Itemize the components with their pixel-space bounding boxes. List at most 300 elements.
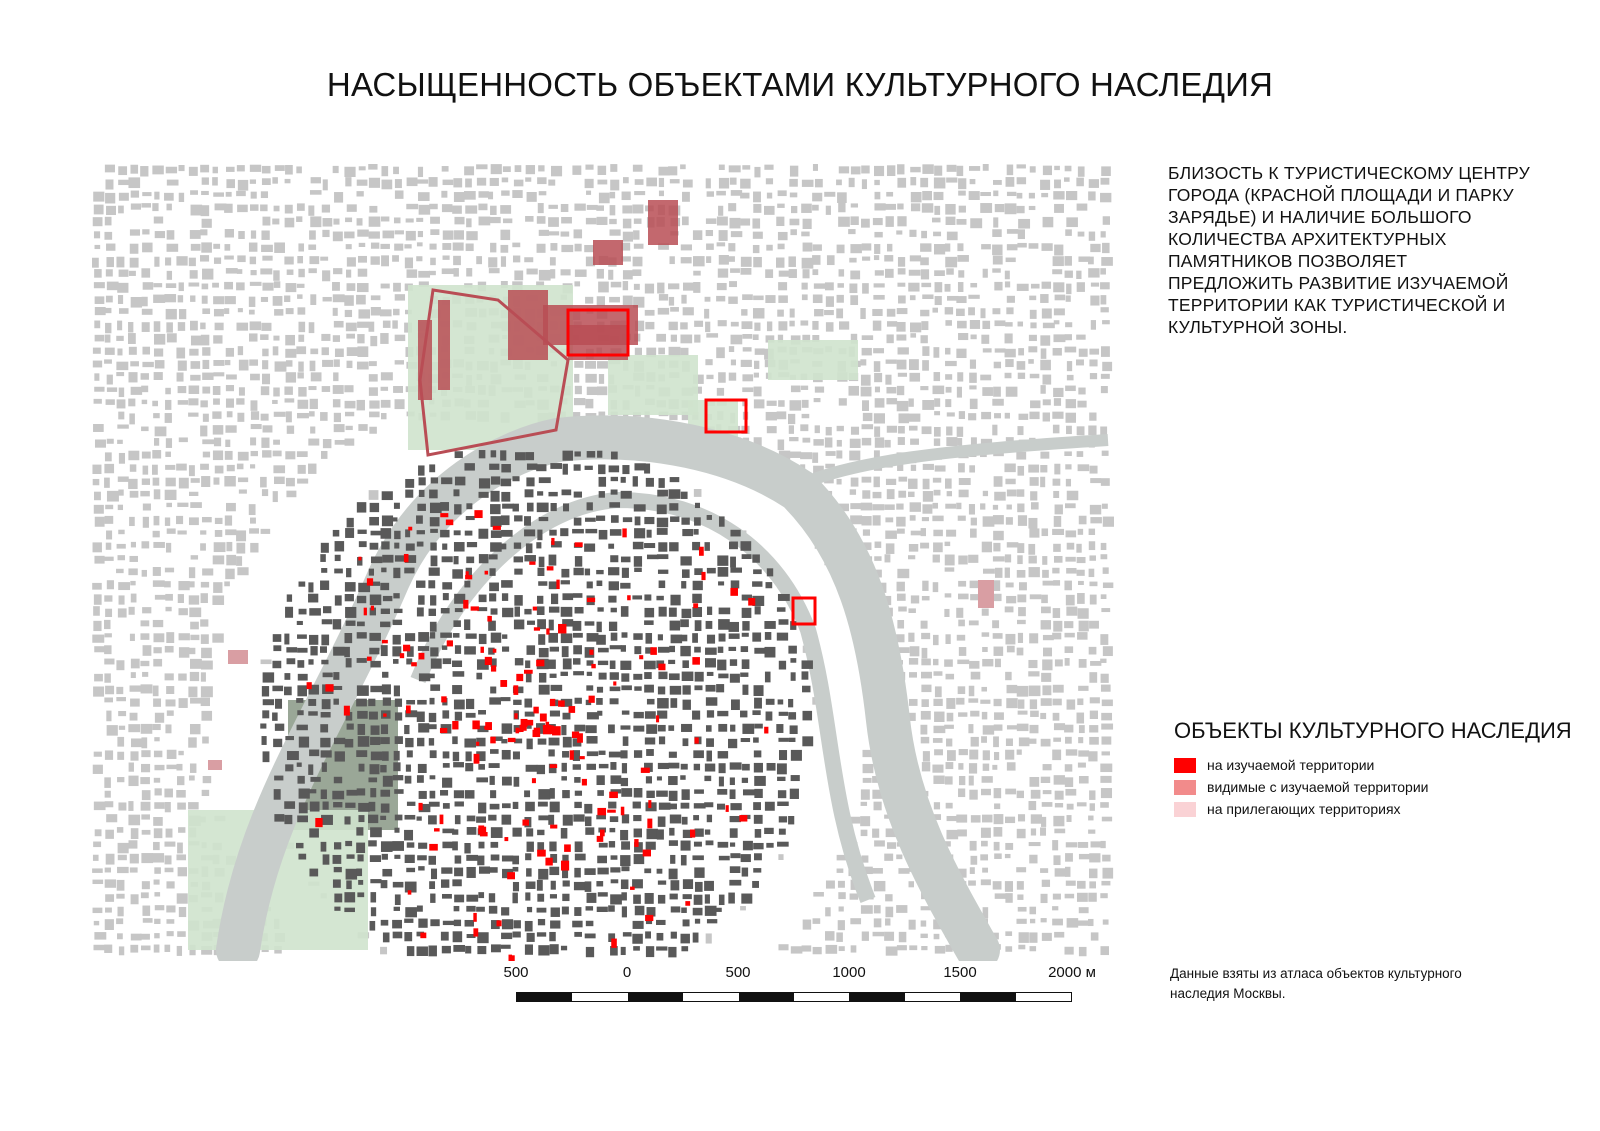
study-building bbox=[502, 608, 513, 617]
study-building bbox=[633, 802, 641, 809]
study-building bbox=[502, 815, 512, 825]
city-building bbox=[681, 295, 686, 304]
city-building bbox=[885, 894, 892, 901]
study-building bbox=[694, 789, 704, 793]
study-building bbox=[584, 804, 592, 814]
city-building bbox=[886, 946, 898, 955]
study-building bbox=[429, 464, 435, 472]
city-building bbox=[1066, 568, 1076, 574]
city-building bbox=[933, 555, 940, 563]
study-building bbox=[608, 567, 619, 575]
study-building bbox=[273, 645, 281, 651]
city-building bbox=[262, 256, 272, 261]
study-building bbox=[572, 921, 582, 928]
city-building bbox=[116, 660, 124, 670]
city-building bbox=[201, 242, 212, 252]
city-building bbox=[490, 206, 497, 215]
heritage-study-object bbox=[440, 815, 444, 825]
city-building bbox=[502, 177, 508, 182]
study-building bbox=[754, 763, 763, 773]
study-building bbox=[476, 907, 485, 912]
study-building bbox=[429, 738, 434, 745]
heritage-study-object bbox=[406, 705, 411, 713]
study-building bbox=[644, 672, 652, 679]
study-building bbox=[501, 945, 511, 949]
study-building bbox=[526, 868, 532, 876]
city-building bbox=[105, 830, 114, 839]
study-building bbox=[539, 517, 549, 521]
city-building bbox=[561, 245, 573, 252]
city-building bbox=[298, 269, 304, 277]
city-building bbox=[286, 478, 295, 486]
study-building bbox=[454, 530, 461, 535]
city-building bbox=[106, 531, 112, 540]
study-building bbox=[693, 815, 699, 820]
city-building bbox=[1005, 349, 1016, 358]
city-building bbox=[933, 738, 943, 743]
study-building bbox=[501, 907, 509, 915]
study-building bbox=[634, 750, 642, 758]
study-building bbox=[548, 815, 554, 825]
city-building bbox=[383, 321, 391, 328]
heritage-study-object bbox=[648, 800, 651, 808]
city-building bbox=[418, 192, 430, 201]
city-building bbox=[803, 219, 812, 229]
study-building bbox=[417, 700, 426, 705]
city-building bbox=[767, 401, 777, 406]
study-building bbox=[705, 894, 710, 903]
city-building bbox=[897, 204, 903, 210]
city-building bbox=[1078, 686, 1088, 691]
city-building bbox=[203, 414, 209, 422]
city-building bbox=[935, 465, 946, 471]
study-building bbox=[765, 632, 771, 640]
city-building bbox=[742, 387, 753, 392]
city-building bbox=[1089, 853, 1100, 862]
city-building bbox=[800, 320, 808, 325]
study-building bbox=[298, 674, 308, 681]
study-building bbox=[428, 580, 435, 588]
city-building bbox=[93, 542, 102, 552]
study-building bbox=[416, 515, 423, 523]
study-building bbox=[524, 555, 536, 561]
city-building bbox=[141, 892, 149, 898]
study-building bbox=[491, 516, 502, 527]
city-building bbox=[249, 528, 259, 533]
study-building bbox=[596, 775, 604, 785]
city-building bbox=[201, 661, 213, 670]
study-building bbox=[359, 541, 367, 547]
study-building bbox=[706, 621, 713, 629]
study-building bbox=[587, 712, 599, 719]
city-building bbox=[272, 177, 278, 183]
city-building bbox=[143, 466, 149, 475]
city-building bbox=[321, 451, 327, 459]
city-building bbox=[814, 398, 821, 402]
city-building bbox=[610, 229, 621, 235]
city-building bbox=[166, 309, 177, 319]
city-building bbox=[921, 946, 927, 950]
city-building bbox=[706, 244, 714, 250]
study-building bbox=[501, 464, 511, 472]
city-building bbox=[1052, 568, 1059, 574]
study-building bbox=[309, 635, 318, 645]
study-building bbox=[429, 802, 440, 807]
city-building bbox=[1065, 166, 1072, 172]
study-building bbox=[694, 568, 702, 575]
heritage-study-object bbox=[546, 628, 549, 634]
city-building bbox=[105, 894, 114, 902]
city-building bbox=[369, 400, 379, 408]
city-building bbox=[887, 426, 897, 433]
city-building bbox=[203, 776, 212, 783]
city-building bbox=[887, 165, 895, 176]
city-building bbox=[921, 321, 928, 330]
city-building bbox=[128, 776, 138, 786]
study-building bbox=[692, 711, 700, 720]
city-building bbox=[1101, 685, 1111, 692]
city-building bbox=[1054, 829, 1065, 834]
city-building bbox=[958, 763, 963, 770]
city-building bbox=[920, 386, 928, 390]
city-building bbox=[993, 543, 1000, 552]
city-building bbox=[801, 232, 809, 237]
city-building bbox=[1055, 504, 1063, 514]
city-building bbox=[202, 568, 213, 575]
city-building bbox=[130, 751, 138, 760]
city-building bbox=[105, 791, 111, 798]
study-building bbox=[621, 841, 630, 849]
city-building bbox=[118, 855, 127, 860]
city-building bbox=[862, 477, 872, 483]
study-building bbox=[381, 541, 389, 549]
city-building bbox=[225, 229, 234, 238]
city-building bbox=[141, 946, 151, 951]
city-building bbox=[1065, 334, 1072, 340]
city-building bbox=[849, 283, 857, 293]
heritage-study-object bbox=[524, 670, 533, 674]
study-building bbox=[670, 477, 680, 482]
study-building bbox=[538, 581, 547, 586]
city-building bbox=[261, 231, 269, 240]
heritage-study-object bbox=[537, 850, 546, 857]
city-building bbox=[1017, 206, 1025, 213]
city-building bbox=[922, 294, 933, 299]
city-building bbox=[682, 217, 689, 226]
study-building bbox=[560, 528, 568, 536]
study-building bbox=[442, 582, 452, 589]
study-building bbox=[382, 684, 391, 694]
study-building bbox=[550, 802, 560, 813]
city-building bbox=[262, 283, 273, 291]
city-building bbox=[934, 192, 944, 200]
city-building bbox=[706, 218, 717, 224]
city-building bbox=[176, 764, 182, 771]
city-building bbox=[128, 372, 137, 382]
city-building bbox=[213, 386, 221, 395]
city-map[interactable] bbox=[88, 160, 1114, 961]
study-building bbox=[395, 736, 403, 744]
city-building bbox=[346, 244, 352, 249]
city-building bbox=[130, 464, 136, 471]
city-building bbox=[166, 699, 176, 706]
study-building bbox=[692, 607, 702, 617]
study-building bbox=[658, 881, 666, 885]
city-building bbox=[201, 476, 210, 487]
study-building bbox=[370, 686, 382, 692]
study-building bbox=[358, 736, 370, 747]
heritage-study-object bbox=[434, 828, 440, 831]
study-building bbox=[369, 802, 376, 811]
city-building bbox=[237, 567, 248, 575]
study-building bbox=[586, 947, 594, 957]
study-building bbox=[585, 569, 590, 576]
study-building bbox=[790, 658, 796, 663]
city-building bbox=[874, 905, 881, 913]
study-building bbox=[490, 542, 502, 551]
city-building bbox=[716, 191, 726, 196]
city-building bbox=[958, 178, 966, 189]
city-building bbox=[992, 425, 997, 436]
study-building bbox=[357, 892, 364, 897]
study-building bbox=[575, 841, 583, 852]
city-building bbox=[585, 374, 596, 383]
city-building bbox=[718, 206, 723, 216]
city-building bbox=[309, 230, 316, 239]
city-building bbox=[236, 191, 246, 196]
study-building bbox=[620, 855, 630, 866]
city-building bbox=[1005, 554, 1011, 562]
city-building bbox=[1017, 466, 1024, 476]
study-building bbox=[790, 789, 799, 799]
city-building bbox=[142, 541, 150, 548]
scale-segment bbox=[517, 993, 572, 1001]
study-building bbox=[584, 543, 595, 551]
city-building bbox=[548, 231, 559, 235]
city-building bbox=[980, 503, 985, 509]
study-building bbox=[464, 463, 474, 470]
city-building bbox=[1054, 245, 1063, 256]
study-building bbox=[502, 803, 511, 808]
city-building bbox=[946, 698, 955, 709]
study-building bbox=[332, 791, 344, 800]
city-building bbox=[179, 633, 190, 640]
city-building bbox=[297, 284, 305, 288]
study-building bbox=[454, 906, 460, 911]
city-building bbox=[345, 310, 352, 317]
study-building bbox=[526, 828, 533, 836]
city-building bbox=[1065, 789, 1076, 796]
city-building bbox=[920, 335, 927, 343]
city-building bbox=[93, 424, 104, 432]
city-building bbox=[117, 321, 122, 331]
city-building bbox=[874, 918, 882, 927]
city-building bbox=[213, 244, 220, 249]
city-building bbox=[201, 686, 213, 697]
city-building bbox=[597, 296, 605, 306]
city-building bbox=[1077, 426, 1085, 435]
city-building bbox=[1088, 191, 1095, 200]
city-building bbox=[910, 439, 919, 445]
city-building bbox=[741, 257, 752, 267]
city-building bbox=[1101, 178, 1110, 185]
city-building bbox=[297, 294, 302, 299]
city-building bbox=[214, 257, 221, 263]
city-building bbox=[165, 517, 170, 525]
city-building bbox=[1065, 229, 1072, 236]
city-building bbox=[116, 257, 124, 268]
city-building bbox=[719, 255, 729, 265]
city-building bbox=[1067, 699, 1076, 709]
study-building bbox=[622, 568, 629, 578]
city-building bbox=[154, 765, 164, 770]
city-building bbox=[155, 595, 166, 600]
study-building bbox=[562, 593, 573, 600]
city-building bbox=[1017, 594, 1026, 602]
city-building bbox=[945, 776, 953, 784]
study-building bbox=[297, 621, 303, 625]
city-building bbox=[730, 178, 737, 185]
city-building bbox=[104, 620, 110, 629]
heritage-study-object bbox=[534, 627, 540, 630]
city-building bbox=[1088, 268, 1099, 277]
city-building bbox=[1054, 932, 1064, 938]
city-building bbox=[441, 191, 447, 198]
city-building bbox=[1005, 817, 1015, 823]
city-building bbox=[837, 440, 842, 447]
city-building bbox=[1065, 557, 1075, 562]
study-building bbox=[369, 712, 378, 720]
study-building bbox=[455, 645, 461, 654]
city-building bbox=[154, 438, 159, 446]
city-building bbox=[381, 180, 392, 190]
city-building bbox=[273, 491, 278, 502]
study-building bbox=[633, 921, 644, 929]
study-building bbox=[381, 804, 390, 813]
city-building bbox=[155, 427, 167, 437]
study-building bbox=[466, 699, 474, 709]
city-building bbox=[632, 269, 641, 276]
city-building bbox=[958, 556, 967, 565]
study-building bbox=[656, 920, 666, 925]
city-building bbox=[107, 725, 118, 736]
heritage-study-object bbox=[367, 657, 372, 661]
study-building bbox=[526, 452, 534, 460]
study-building bbox=[488, 815, 496, 821]
scale-segment bbox=[572, 993, 627, 1001]
study-building bbox=[405, 855, 415, 863]
study-building bbox=[418, 632, 429, 642]
study-building bbox=[515, 607, 520, 617]
city-building bbox=[548, 217, 559, 227]
study-building bbox=[777, 633, 788, 641]
city-building bbox=[1064, 177, 1070, 181]
city-building bbox=[166, 632, 174, 643]
study-building bbox=[633, 542, 644, 549]
study-building bbox=[730, 557, 736, 568]
study-building bbox=[611, 855, 618, 859]
city-building bbox=[1041, 894, 1048, 903]
study-building bbox=[550, 711, 560, 717]
city-building bbox=[154, 880, 160, 885]
study-building bbox=[572, 529, 584, 533]
study-building bbox=[597, 607, 603, 611]
page-title: НАСЫЩЕННОСТЬ ОБЪЕКТАМИ КУЛЬТУРНОГО НАСЛЕДИЯ bbox=[326, 66, 1274, 103]
city-building bbox=[1005, 606, 1014, 612]
study-building bbox=[299, 582, 306, 587]
heritage-study-object bbox=[522, 819, 529, 825]
heritage-study-object bbox=[739, 815, 747, 821]
city-building bbox=[993, 827, 1002, 837]
city-building bbox=[165, 465, 175, 470]
study-building bbox=[418, 595, 425, 604]
study-building bbox=[298, 854, 306, 860]
study-building bbox=[621, 879, 629, 889]
heritage-study-object bbox=[690, 829, 695, 837]
city-building bbox=[1043, 217, 1054, 227]
city-building bbox=[142, 322, 150, 332]
study-building bbox=[704, 881, 714, 891]
city-building bbox=[1029, 528, 1039, 537]
study-building bbox=[526, 881, 536, 888]
city-building bbox=[597, 386, 607, 395]
city-building bbox=[753, 334, 759, 340]
heritage-visible-object bbox=[593, 240, 623, 265]
study-building bbox=[430, 542, 436, 550]
city-building bbox=[454, 230, 464, 239]
study-building bbox=[610, 661, 616, 669]
city-building bbox=[921, 672, 932, 679]
city-building bbox=[645, 322, 654, 329]
study-building bbox=[524, 790, 530, 797]
city-building bbox=[1029, 296, 1036, 301]
heritage-study-object bbox=[533, 607, 537, 611]
study-building bbox=[659, 607, 667, 617]
city-building bbox=[981, 244, 991, 249]
study-building bbox=[658, 647, 669, 653]
city-building bbox=[634, 191, 645, 195]
study-building bbox=[297, 685, 307, 696]
study-building bbox=[274, 814, 284, 822]
city-building bbox=[922, 517, 929, 521]
city-building bbox=[310, 349, 318, 355]
study-building bbox=[549, 842, 556, 852]
city-building bbox=[681, 244, 692, 250]
heritage-visible-object bbox=[648, 200, 678, 245]
city-building bbox=[994, 752, 999, 760]
description-line: ПРЕДЛОЖИТЬ РАЗВИТИЕ ИЗУЧАЕМОЙ bbox=[1168, 273, 1509, 293]
study-building bbox=[346, 658, 352, 667]
city-building bbox=[608, 270, 613, 280]
city-building bbox=[273, 387, 279, 396]
city-building bbox=[933, 699, 942, 706]
city-building bbox=[1052, 750, 1061, 761]
city-building bbox=[250, 179, 256, 183]
study-building bbox=[777, 763, 787, 774]
city-building bbox=[993, 217, 998, 227]
city-building bbox=[707, 191, 714, 196]
city-building bbox=[177, 843, 183, 854]
study-building bbox=[333, 530, 340, 537]
city-building bbox=[345, 177, 351, 186]
city-building bbox=[969, 166, 980, 171]
study-building bbox=[501, 530, 513, 537]
study-building bbox=[574, 464, 581, 470]
city-building bbox=[1043, 399, 1051, 405]
city-building bbox=[262, 374, 270, 385]
city-building bbox=[824, 192, 835, 197]
city-building bbox=[826, 945, 838, 954]
